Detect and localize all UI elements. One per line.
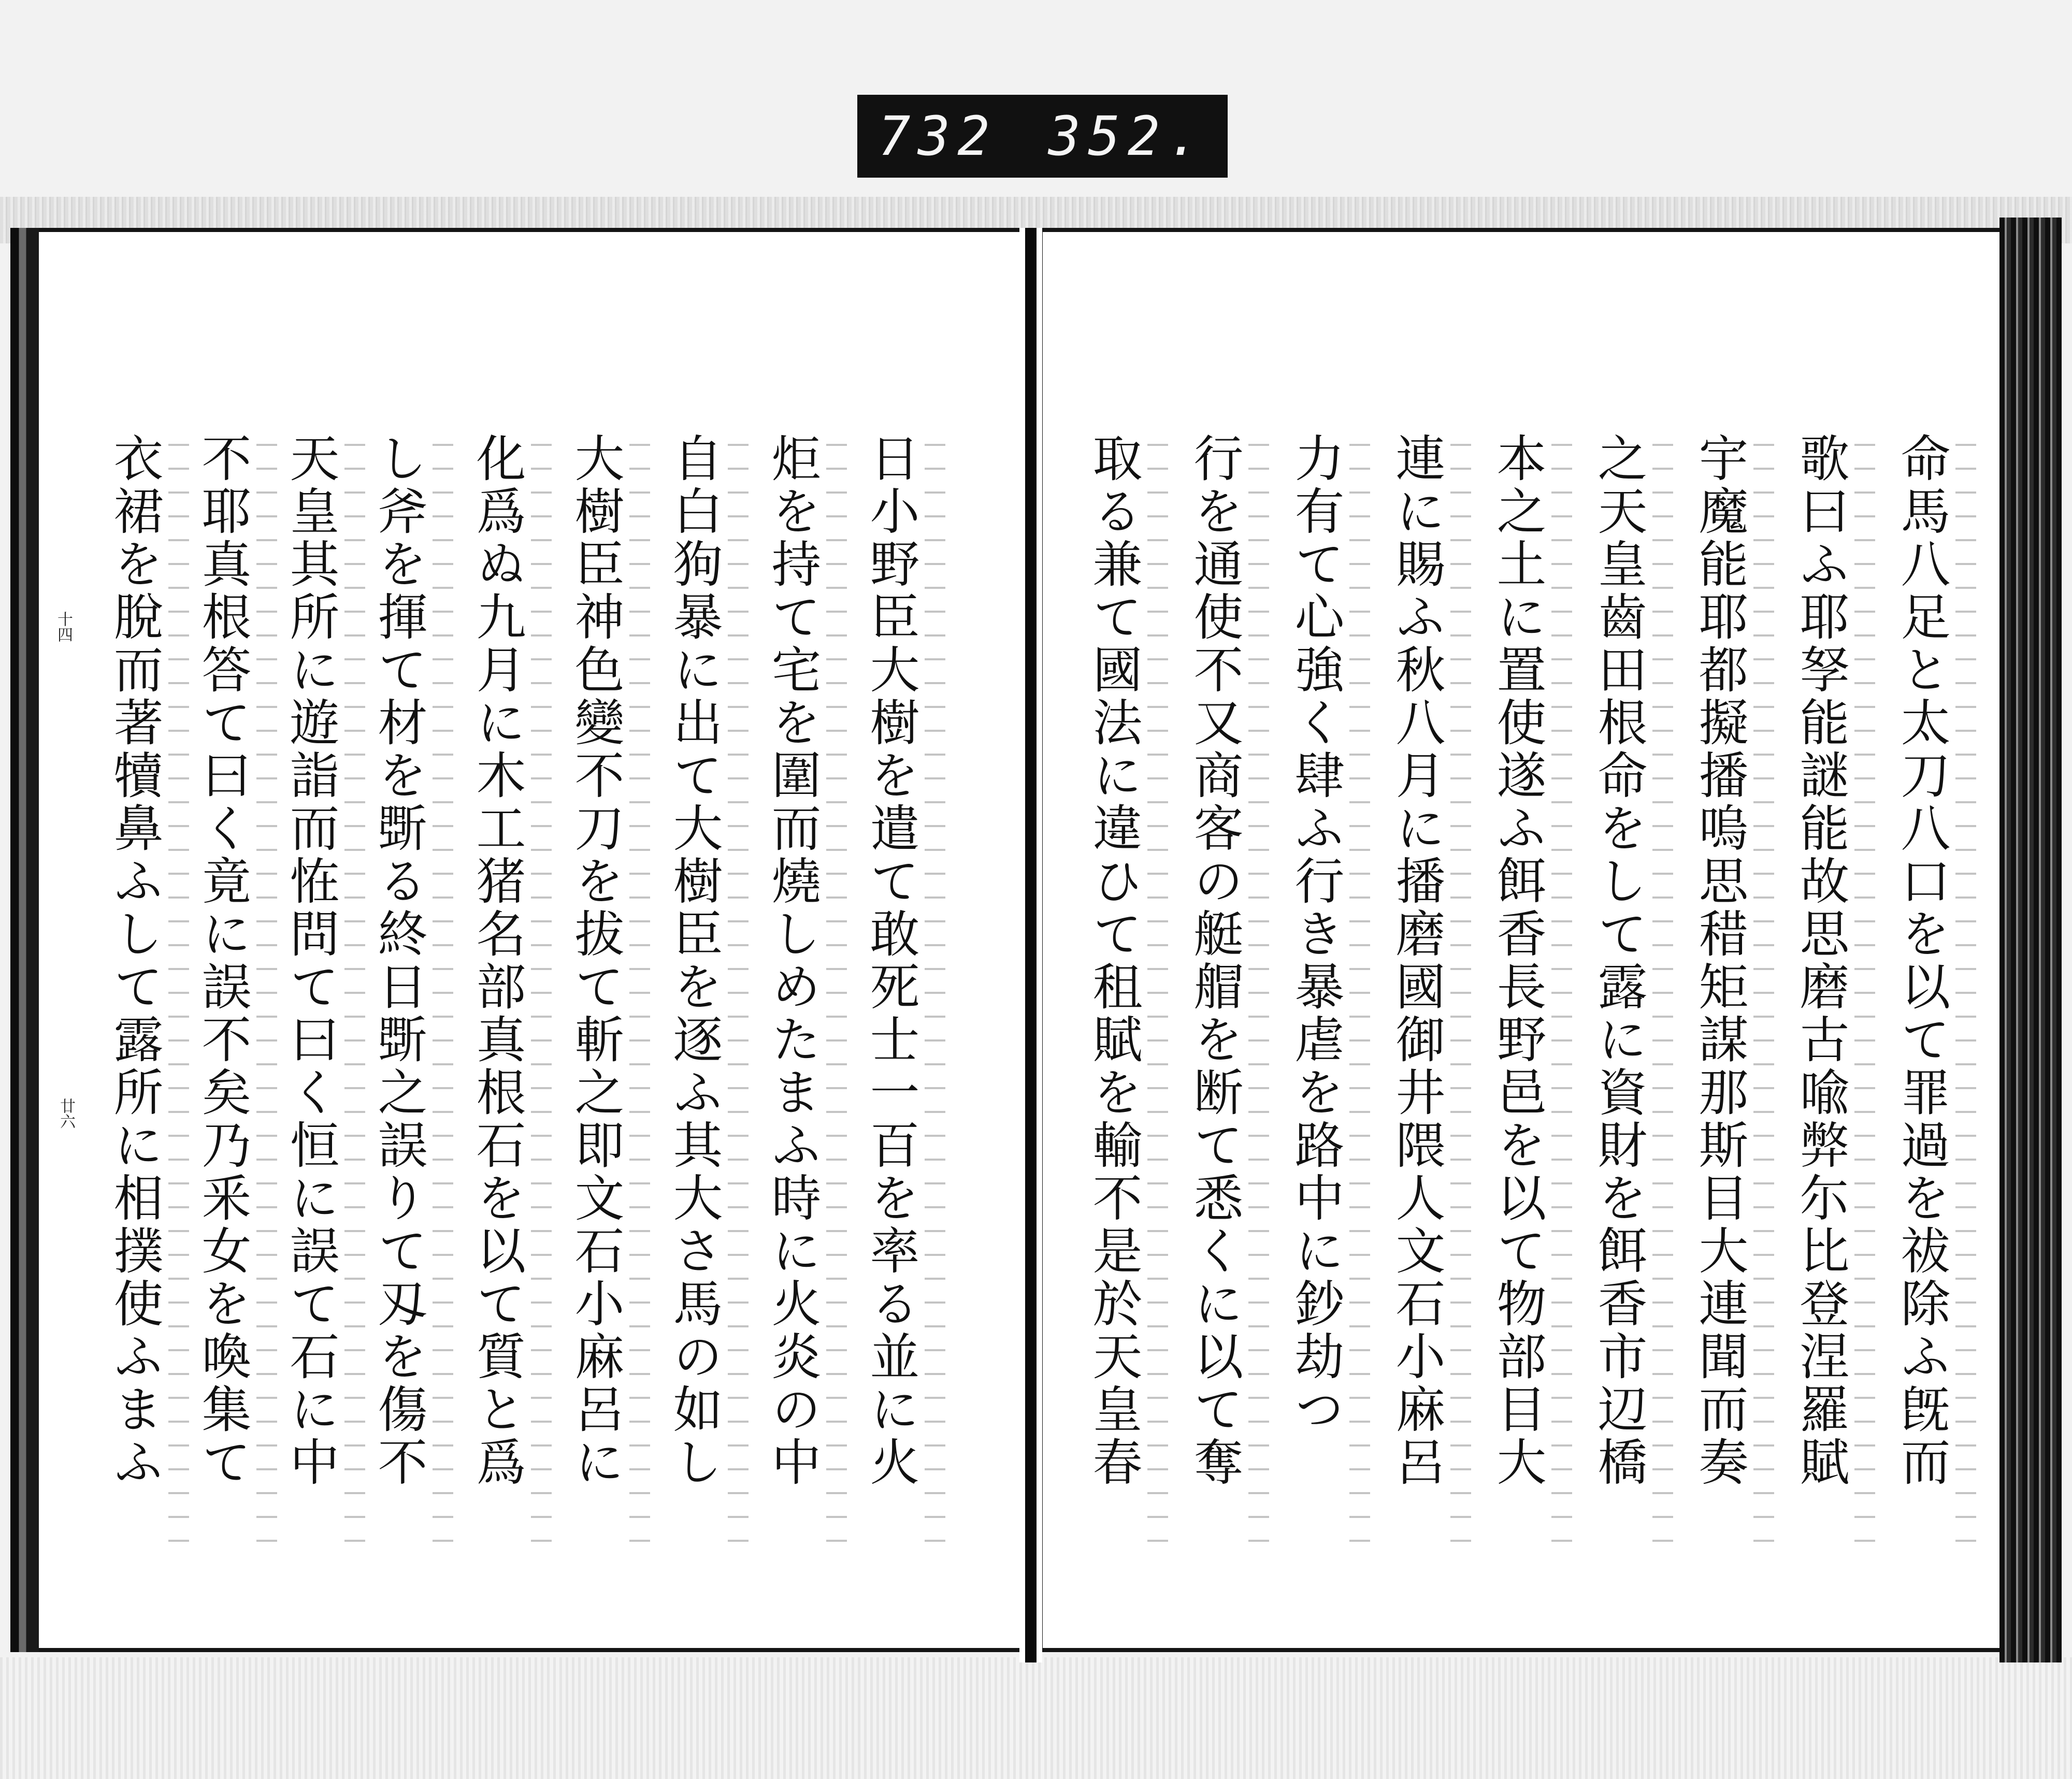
right-column-2: 歌曰ふ耶孥能謎能故思磨古喩弊尓比登涅羅賦 <box>1792 432 1850 1489</box>
left-column-6: し斧を揮て材を斲る終日斲之誤りて刄を傷不 <box>370 432 428 1489</box>
left-column-7: 天皇其所に遊詣而恠問て曰く恒に誤て石に中 <box>282 432 340 1489</box>
left-column-2: 炬を持て宅を圍而燒しめたまふ時に火炎の中 <box>764 432 822 1489</box>
furigana-line <box>433 432 453 1546</box>
catalog-number-right: 352. <box>1048 105 1207 168</box>
furigana-line <box>1955 432 1976 1546</box>
furigana-line <box>344 432 365 1546</box>
right-column-6: 連に賜ふ秋八月に播磨國御井隈人文石小麻呂 <box>1388 432 1446 1489</box>
right-column-3: 宇魔能耶都擬播嗚思稓矩謀那斯目大連聞而奏 <box>1691 432 1749 1489</box>
left-column-1: 日小野臣大樹を遣て敢死士一百を率る並に火 <box>862 432 920 1489</box>
furigana-line <box>1248 432 1269 1546</box>
left-column-9: 衣裙を脫而著犢鼻ふして露所に相撲使ふまふ <box>106 432 164 1489</box>
right-column-1: 命馬八足と太刀八口を以て罪過を祓除ふ旣而 <box>1893 432 1951 1489</box>
right-column-8: 行を通使不又商客の艇艒を断て悉くに以て奪 <box>1186 432 1244 1489</box>
right-column-9: 取る兼て國法に違ひて租賦を輸不是於天皇春 <box>1085 432 1143 1489</box>
furigana-line <box>1551 432 1572 1546</box>
left-column-3: 自白狗暴に出て大樹臣を逐ふ其大さ馬の如し <box>665 432 723 1489</box>
right-column-7: 力有て心強く肆ふ行き暴虐を路中に鈔劫つ <box>1287 432 1345 1436</box>
furigana-line <box>1753 432 1774 1546</box>
furigana-line <box>1450 432 1471 1546</box>
catalog-number-left: 732 <box>878 105 997 168</box>
right-column-5: 本之土に置使遂ふ餌香長野邑を以て物部目大 <box>1489 432 1547 1489</box>
left-book-edge <box>10 228 39 1652</box>
furigana-line <box>168 432 189 1546</box>
right-column-4: 之天皇齒田根命をして露に資財を餌香市辺橋 <box>1590 432 1648 1489</box>
furigana-line <box>1854 432 1875 1546</box>
furigana-line <box>1652 432 1673 1546</box>
catalog-label <box>857 95 1228 178</box>
left-column-5: 化爲ぬ九月に木工猪名部真根石を以て質と爲 <box>468 432 526 1489</box>
furigana-line <box>826 432 847 1546</box>
margin-note-lower: 廿六 <box>57 1098 75 1129</box>
left-column-4: 大樹臣神色變不刀を拔て斬之即文石小麻呂に <box>567 432 625 1489</box>
scanner-noise-bottom <box>0 1657 2072 1779</box>
furigana-line <box>728 432 749 1546</box>
furigana-line <box>1349 432 1370 1546</box>
left-column-8: 不耶真根答て曰く竟に誤不矣乃釆女を喚集て <box>194 432 252 1489</box>
furigana-line <box>1147 432 1168 1546</box>
furigana-line <box>256 432 277 1546</box>
furigana-line <box>531 432 552 1546</box>
furigana-line <box>925 432 945 1546</box>
margin-note-upper: 十四 <box>54 611 73 642</box>
furigana-line <box>629 432 650 1546</box>
book-gutter <box>1019 228 1042 1662</box>
right-book-edge <box>1999 218 2062 1662</box>
